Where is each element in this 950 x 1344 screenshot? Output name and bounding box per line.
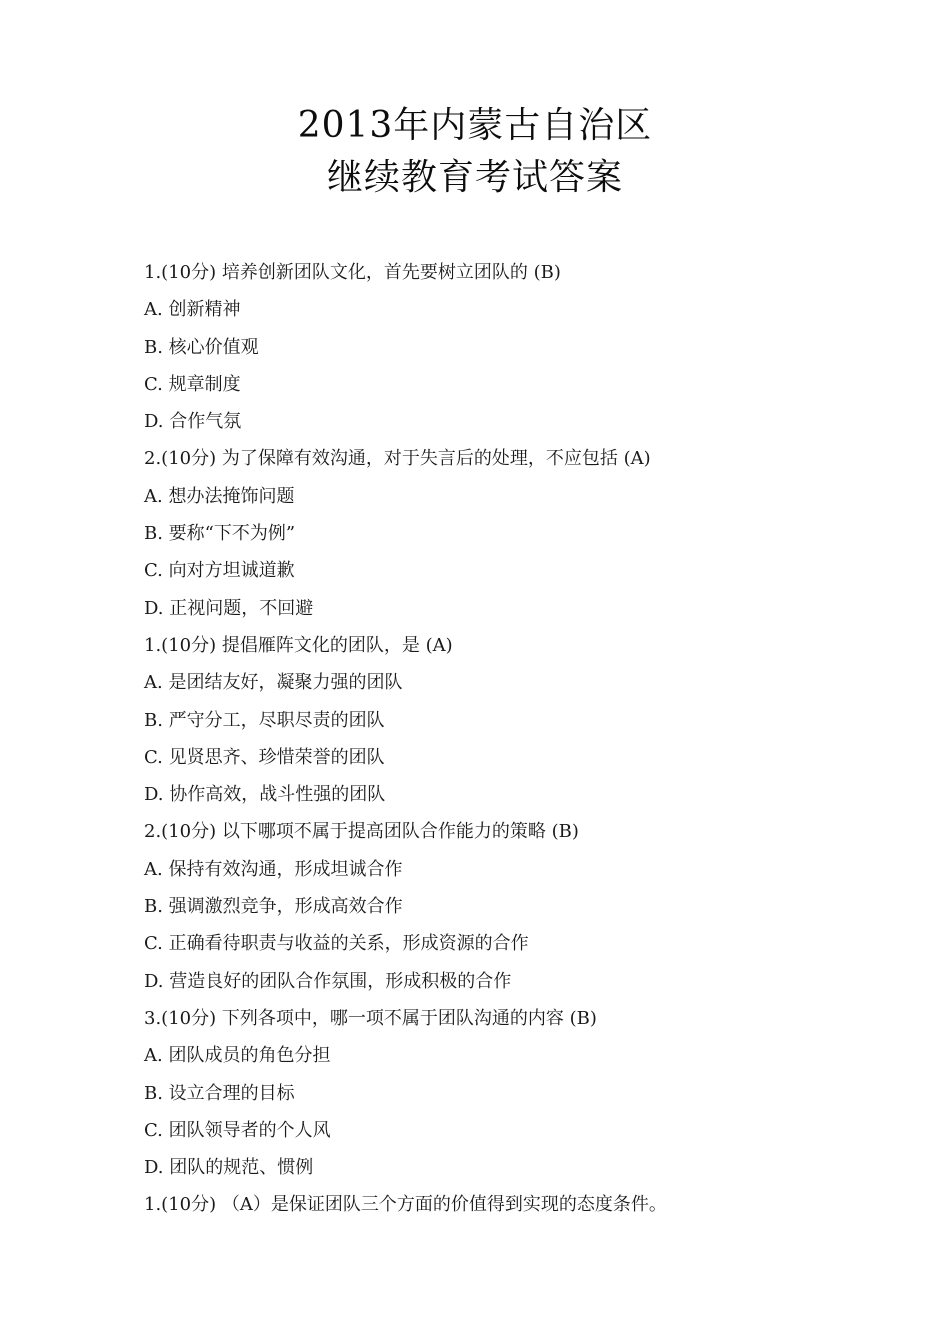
title-line-1: 2013年内蒙古自治区	[297, 105, 653, 146]
question-line: 2.(10分) 以下哪项不属于提高团队合作能力的策略 (B)	[144, 821, 579, 843]
option-line: A. 团队成员的角色分担	[144, 1045, 331, 1067]
question-line: 1.(10分) 培养创新团队文化，首先要树立团队的 (B)	[144, 262, 561, 283]
option-line: C. 规章制度	[144, 373, 241, 395]
option-line: D. 合作气氛	[144, 411, 242, 433]
question-line: 2.(10分) 为了保障有效沟通，对于失言后的处理，不应包括 (A)	[144, 448, 651, 470]
option-line: B. 严守分工，尽职尽责的团队	[144, 709, 385, 731]
option-line: C. 正确看待职责与收益的关系，形成资源的合作	[144, 933, 529, 955]
option-line: A. 想办法掩饰问题	[144, 485, 295, 507]
option-line: D. 正视问题，不回避	[144, 597, 314, 619]
option-line: D. 团队的规范、惯例	[144, 1157, 314, 1179]
option-line: D. 营造良好的团队合作氛围，形成积极的合作	[144, 970, 512, 992]
title-line-2: 继续教育考试答案	[326, 157, 623, 198]
question-line: 3.(10分) 下列各项中，哪一项不属于团队沟通的内容 (B)	[144, 1007, 597, 1029]
option-line: B. 要称“下不为例”	[144, 523, 296, 545]
option-line: B. 设立合理的目标	[144, 1082, 295, 1104]
document-title	[0, 100, 950, 204]
option-line: A. 创新精神	[144, 299, 241, 321]
option-line: B. 核心价值观	[144, 336, 259, 358]
option-line: A. 是团结友好，凝聚力强的团队	[144, 672, 403, 694]
option-line: D. 协作高效，战斗性强的团队	[144, 784, 386, 806]
option-line: C. 向对方坦诚道歉	[144, 560, 295, 582]
option-line: C. 见贤思齐、珍惜荣誉的团队	[144, 746, 385, 768]
option-line: C. 团队领导者的个人风	[144, 1119, 331, 1141]
document-body	[144, 254, 864, 1224]
question-line: 1.(10分) 提倡雁阵文化的团队，是 (A)	[144, 634, 453, 656]
option-line: B. 强调激烈竞争，形成高效合作	[144, 896, 403, 918]
option-line: A. 保持有效沟通，形成坦诚合作	[144, 858, 403, 880]
question-line: 1.(10分) （A）是保证团队三个方面的价值得到实现的态度条件。	[144, 1194, 667, 1216]
